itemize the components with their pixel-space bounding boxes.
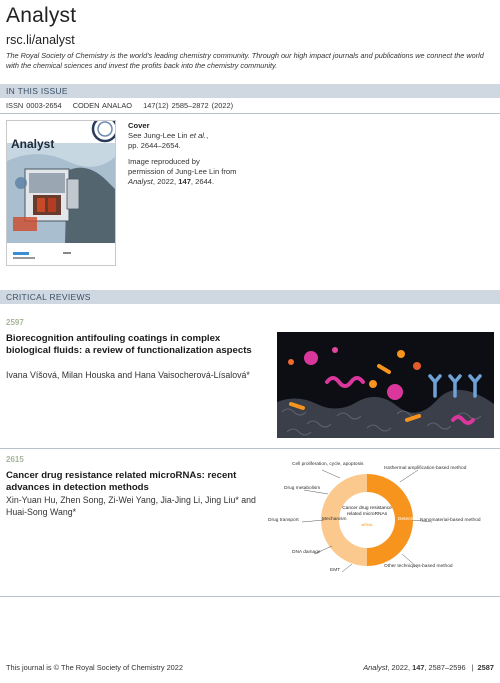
rsc-tagline: The Royal Society of Chemistry is the world's leading chemistry community. Through our high impact journals and publications we connect the world with the chemical sciences and invest the profits back into the chemistry community. — [6, 51, 484, 70]
cover-journal-title: Analyst — [11, 137, 55, 151]
footer-pages: , 2587–2596 — [424, 663, 466, 672]
issn: ISSN 0003-2654 — [6, 101, 62, 110]
ga2-center-sub: siRNA — [361, 522, 373, 527]
article-authors: Ivana Víšová, Milan Houska and Hana Vaisocherová-Lísalová* — [6, 370, 250, 380]
ga2-label: Drug transport — [268, 518, 299, 523]
ga2-mechanism-label: Mechanism — [322, 517, 347, 522]
in-this-issue-bar — [0, 84, 500, 98]
cover-credit-volume: 147 — [178, 177, 191, 186]
article-title[interactable]: Cancer drug resistance related microRNAs: recent advances in detection methods — [6, 470, 237, 493]
page-number: 2587 — [477, 663, 494, 672]
graphical-abstract-micrornas[interactable] — [262, 460, 494, 580]
cover-see-suffix: , — [206, 131, 209, 140]
cover-see-etal: et al. — [189, 131, 207, 140]
ga2-label: Other techniques-based method — [384, 564, 453, 569]
footer-citation — [363, 663, 494, 672]
journal-url[interactable]: rsc.li/analyst — [6, 33, 75, 47]
ga2-label: EMT — [330, 568, 341, 573]
ga2-label: Drug metabolism — [284, 486, 321, 491]
cover-credit-journal: Analyst — [128, 177, 153, 186]
issue-identifiers — [6, 101, 241, 110]
ga2-label: DNA damage — [292, 550, 321, 555]
journal-title: Analyst — [6, 4, 77, 27]
footer-copyright: This journal is © The Royal Society of Chemistry 2022 — [6, 663, 184, 672]
cover-image[interactable] — [6, 120, 116, 266]
cover-credit-page: , 2644. — [190, 177, 215, 186]
ga2-label: Nanomaterial-based method — [420, 518, 481, 523]
footer-separator: | — [471, 663, 474, 672]
cover-credit-year: , 2022, — [152, 177, 179, 186]
footer-volume: 147 — [412, 663, 425, 672]
cover-caption — [128, 121, 238, 193]
graphical-abstract-antifouling[interactable] — [277, 332, 494, 438]
article-page-number[interactable]: 2597 — [6, 318, 24, 327]
critical-reviews-bar — [0, 290, 500, 304]
ga2-label: Isothermal amplification-based method — [384, 466, 467, 471]
divider — [0, 596, 500, 597]
ga2-center-label: Cancer drug resistance related microRNAs — [342, 506, 392, 517]
cover-heading: Cover — [128, 121, 150, 130]
cover-credit: Image reproduced by permission of Jung-Lee Lin from — [128, 157, 237, 176]
cover-see-prefix: See Jung-Lee Lin — [128, 131, 190, 140]
divider — [0, 113, 500, 114]
critical-reviews-heading: CRITICAL REVIEWS — [6, 292, 91, 302]
ga2-label: Cell proliferation, cycle, apoptosis — [292, 462, 364, 467]
article-title[interactable]: Biorecognition antifouling coatings in complex biological fluids: a review of functionalization aspects — [6, 333, 252, 356]
footer-year: , 2022, — [387, 663, 413, 672]
article-page-number[interactable]: 2615 — [6, 455, 24, 464]
volume-pages: 147(12) 2585–2872 (2022) — [143, 101, 234, 110]
divider — [0, 448, 500, 449]
ga2-detection-label: Detection — [398, 517, 419, 522]
article-authors: Xin-Yuan Hu, Zhen Song, Zi-Wei Yang, Jia-Jing Li, Jing Liu* and Huai-Song Wang* — [6, 495, 256, 517]
in-this-issue-heading: IN THIS ISSUE — [6, 86, 68, 96]
footer-journal: Analyst — [363, 663, 388, 672]
cover-pages-link[interactable]: pp. 2644–2654. — [128, 141, 181, 150]
coden: CODEN ANALAO — [72, 101, 133, 110]
